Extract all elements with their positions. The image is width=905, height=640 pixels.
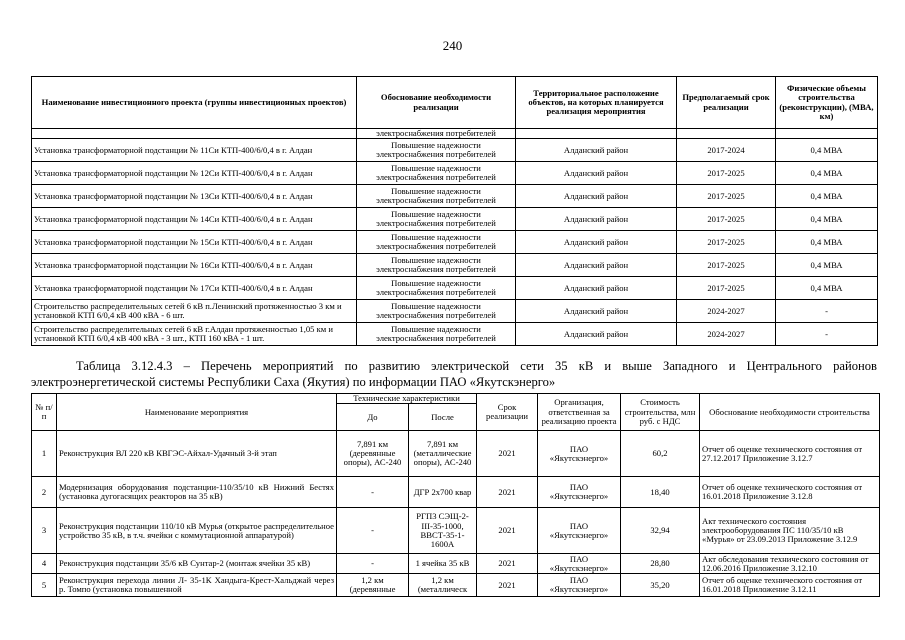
table-cell: Реконструкция ВЛ 220 кВ КВГЭС-Айхал-Удачный 3-й этап [57, 431, 337, 477]
column-header: Предполагаемый срок реализации [677, 77, 776, 129]
table-cell: 1,2 км (металлическ [409, 574, 477, 597]
table-cell: 1 ячейка 35 кВ [409, 554, 477, 574]
table-cell: 2017-2025 [677, 185, 776, 208]
table-cell: ДГР 2х700 квар [409, 477, 477, 508]
table-header-row [32, 394, 880, 404]
table-cell: Строительство распределительных сетей 6 кВ п.Ленинский протяженностью 3 км и установкой КТП 6/0,4 кВ 400 кВА - 6 шт. [32, 300, 357, 323]
table-cell: Повышение надежности электроснабжения потребителей [357, 139, 516, 162]
column-header: Стоимость строительства, млн руб. с НДС [621, 394, 700, 431]
table-cell: Отчет об оценке технического состояния от 16.01.2018 Приложение 3.12.8 [700, 477, 880, 508]
table-cell: 2 [32, 477, 57, 508]
table-cell: Установка трансформаторной подстанции № 15Си КТП-400/6/0,4 в г. Алдан [32, 231, 357, 254]
table-cell: 60,2 [621, 431, 700, 477]
table-cell: 2024-2027 [677, 300, 776, 323]
table-cell: 0,4 МВА [776, 162, 878, 185]
table-cell: 2017-2025 [677, 162, 776, 185]
table-cell: - [337, 477, 409, 508]
column-header: После [409, 404, 477, 431]
table-row [32, 208, 878, 231]
table-cell: - [776, 323, 878, 346]
continuation-row [32, 129, 878, 139]
table-cell: Повышение надежности электроснабжения потребителей [357, 277, 516, 300]
table-cell: ПАО «Якутскэнерго» [538, 574, 621, 597]
table-cell: 2017-2025 [677, 208, 776, 231]
table-cell: 0,4 МВА [776, 139, 878, 162]
table-cell: Повышение надежности электроснабжения потребителей [357, 254, 516, 277]
column-header: № п/п [32, 394, 57, 431]
table-cell: 4 [32, 554, 57, 574]
table-cell: Алданский район [516, 254, 677, 277]
table-cell: Реконструкция подстанции 110/10 кВ Мурья (открытое распределительное устройство 35 кВ, в т.ч. ячейки с коммутационной аппаратурой) [57, 508, 337, 554]
table-cell: Алданский район [516, 208, 677, 231]
table-cell: Реконструкция перехода линии Л- 35-1К Хандыга-Крест-Хальджай через р. Томпо (установка повышенной [57, 574, 337, 597]
table-cell: 2021 [477, 508, 538, 554]
table-cell: 0,4 МВА [776, 185, 878, 208]
table-cell: 0,4 МВА [776, 208, 878, 231]
table-row [32, 139, 878, 162]
table-cell: ПАО «Якутскэнерго» [538, 477, 621, 508]
table-cell: 28,80 [621, 554, 700, 574]
column-header: Обоснование необходимости строительства [700, 394, 880, 431]
table-row [32, 554, 880, 574]
table-cell: ПАО «Якутскэнерго» [538, 431, 621, 477]
table-row [32, 477, 880, 508]
table-cell: 1 [32, 431, 57, 477]
table-cell: 18,40 [621, 477, 700, 508]
table-cell: 2021 [477, 574, 538, 597]
table-cell: Алданский район [516, 231, 677, 254]
table-cell: Повышение надежности электроснабжения потребителей [357, 162, 516, 185]
column-header: Наименование мероприятия [57, 394, 337, 431]
column-header: Физические объемы строительства (реконструкции), (МВА, км) [776, 77, 878, 129]
table-cell: 2017-2025 [677, 231, 776, 254]
column-header: Территориальное расположение объектов, на которых планируется реализация мероприятия [516, 77, 677, 129]
table-cell: Повышение надежности электроснабжения потребителей [357, 185, 516, 208]
table-cell: Алданский район [516, 162, 677, 185]
table-row [32, 508, 880, 554]
table-cell: 3 [32, 508, 57, 554]
table-cell: 0,4 МВА [776, 231, 878, 254]
table-cell: 0,4 МВА [776, 254, 878, 277]
table-row [32, 254, 878, 277]
table-cell: Установка трансформаторной подстанции № 12Си КТП-400/6/0,4 в г. Алдан [32, 162, 357, 185]
table-row [32, 574, 880, 597]
table-cell: Повышение надежности электроснабжения потребителей [357, 231, 516, 254]
column-header: Технические характеристики [337, 394, 477, 404]
table-row [32, 300, 878, 323]
table-row [32, 323, 878, 346]
table-cell: 2021 [477, 477, 538, 508]
table-row [32, 162, 878, 185]
table-cell: Акт технического состояния электрооборудования ПС 110/35/10 кВ «Мурья» от 23.09.2013 Приложение 3.12.9 [700, 508, 880, 554]
column-header: Срок реализации [477, 394, 538, 431]
column-header: Наименование инвестиционного проекта (группы инвестиционных проектов) [32, 77, 357, 129]
table-cell: 7,891 км (деревянные опоры), АС-240 [337, 431, 409, 477]
table-cell: 35,20 [621, 574, 700, 597]
page-number: 240 [442, 38, 463, 53]
table-cell: - [776, 300, 878, 323]
column-header: Организация, ответственная за реализацию проекта [538, 394, 621, 431]
table-cell: - [337, 554, 409, 574]
table-cell: Отчет об оценке технического состояния от 16.01.2018 Приложение 3.12.11 [700, 574, 880, 597]
table-cell: Алданский район [516, 300, 677, 323]
table-cell: 5 [32, 574, 57, 597]
table-cell: 2017-2025 [677, 254, 776, 277]
column-header: Обоснование необходимости реализации [357, 77, 516, 129]
measures-table [31, 393, 880, 597]
table-cell: - [337, 508, 409, 554]
table-cell: Повышение надежности электроснабжения потребителей [357, 300, 516, 323]
table-cell: 2017-2024 [677, 139, 776, 162]
table-cell: ПАО «Якутскэнерго» [538, 554, 621, 574]
table-cell: ПАО «Якутскэнерго» [538, 508, 621, 554]
table-cell: Модернизация оборудования подстанции-110/35/10 кВ Нижний Бестях (установка дугогасящих реакторов на 35 кВ) [57, 477, 337, 508]
table-cell: 2021 [477, 431, 538, 477]
table-cell: электроснабжения потребителей [357, 129, 516, 139]
table-cell: Алданский район [516, 277, 677, 300]
table-cell: Строительство распределительных сетей 6 кВ г.Алдан протяженностью 1,05 км и установкой КТП 6/0,4 кВ 400 кВА - 3 шт., КТП 160 кВА - 1 шт. [32, 323, 357, 346]
table-cell: Алданский район [516, 185, 677, 208]
table-cell: Повышение надежности электроснабжения потребителей [357, 208, 516, 231]
table-row [32, 231, 878, 254]
column-header: До [337, 404, 409, 431]
table-cell: 32,94 [621, 508, 700, 554]
table-cell: РГП3 СЭЩ-2-III-35-1000, ВВСТ-35-1-1600А [409, 508, 477, 554]
table-header-row [32, 77, 878, 129]
table-cell: 2024-2027 [677, 323, 776, 346]
table-cell: 1,2 км (деревянные [337, 574, 409, 597]
table-cell: Установка трансформаторной подстанции № 16Си КТП-400/6/0,4 в г. Алдан [32, 254, 357, 277]
table-cell: Установка трансформаторной подстанции № 11Си КТП-400/6/0,4 в г. Алдан [32, 139, 357, 162]
table-cell: Алданский район [516, 139, 677, 162]
table-caption: Таблица 3.12.4.3 – Перечень мероприятий по развитию электрической сети 35 кВ и выше Западного и Центрального районов электроэнергетической системы Республики Саха (Якутия) по информации ПАО «Якутскэнерго» [31, 359, 877, 389]
investment-projects-table [31, 76, 878, 346]
table-cell: 7,891 км (металлические опоры), АС-240 [409, 431, 477, 477]
table-row [32, 185, 878, 208]
table-cell: Установка трансформаторной подстанции № 14Си КТП-400/6/0,4 в г. Алдан [32, 208, 357, 231]
table-cell: Реконструкция подстанции 35/6 кВ Сунтар-2 (монтаж ячейки 35 кВ) [57, 554, 337, 574]
table-cell: 0,4 МВА [776, 277, 878, 300]
table-row [32, 431, 880, 477]
table-cell: Установка трансформаторной подстанции № 13Си КТП-400/6/0,4 в г. Алдан [32, 185, 357, 208]
table-cell: Установка трансформаторной подстанции № 17Си КТП-400/6/0,4 в г. Алдан [32, 277, 357, 300]
table-cell: 2017-2025 [677, 277, 776, 300]
table-cell: Отчет об оценке технического состояния от 27.12.2017 Приложение 3.12.7 [700, 431, 880, 477]
table-cell: Акт обследования технического состояния от 12.06.2016 Приложение 3.12.10 [700, 554, 880, 574]
table-cell: Алданский район [516, 323, 677, 346]
table-cell: Повышение надежности электроснабжения потребителей [357, 323, 516, 346]
table-row [32, 277, 878, 300]
table-cell: 2021 [477, 554, 538, 574]
